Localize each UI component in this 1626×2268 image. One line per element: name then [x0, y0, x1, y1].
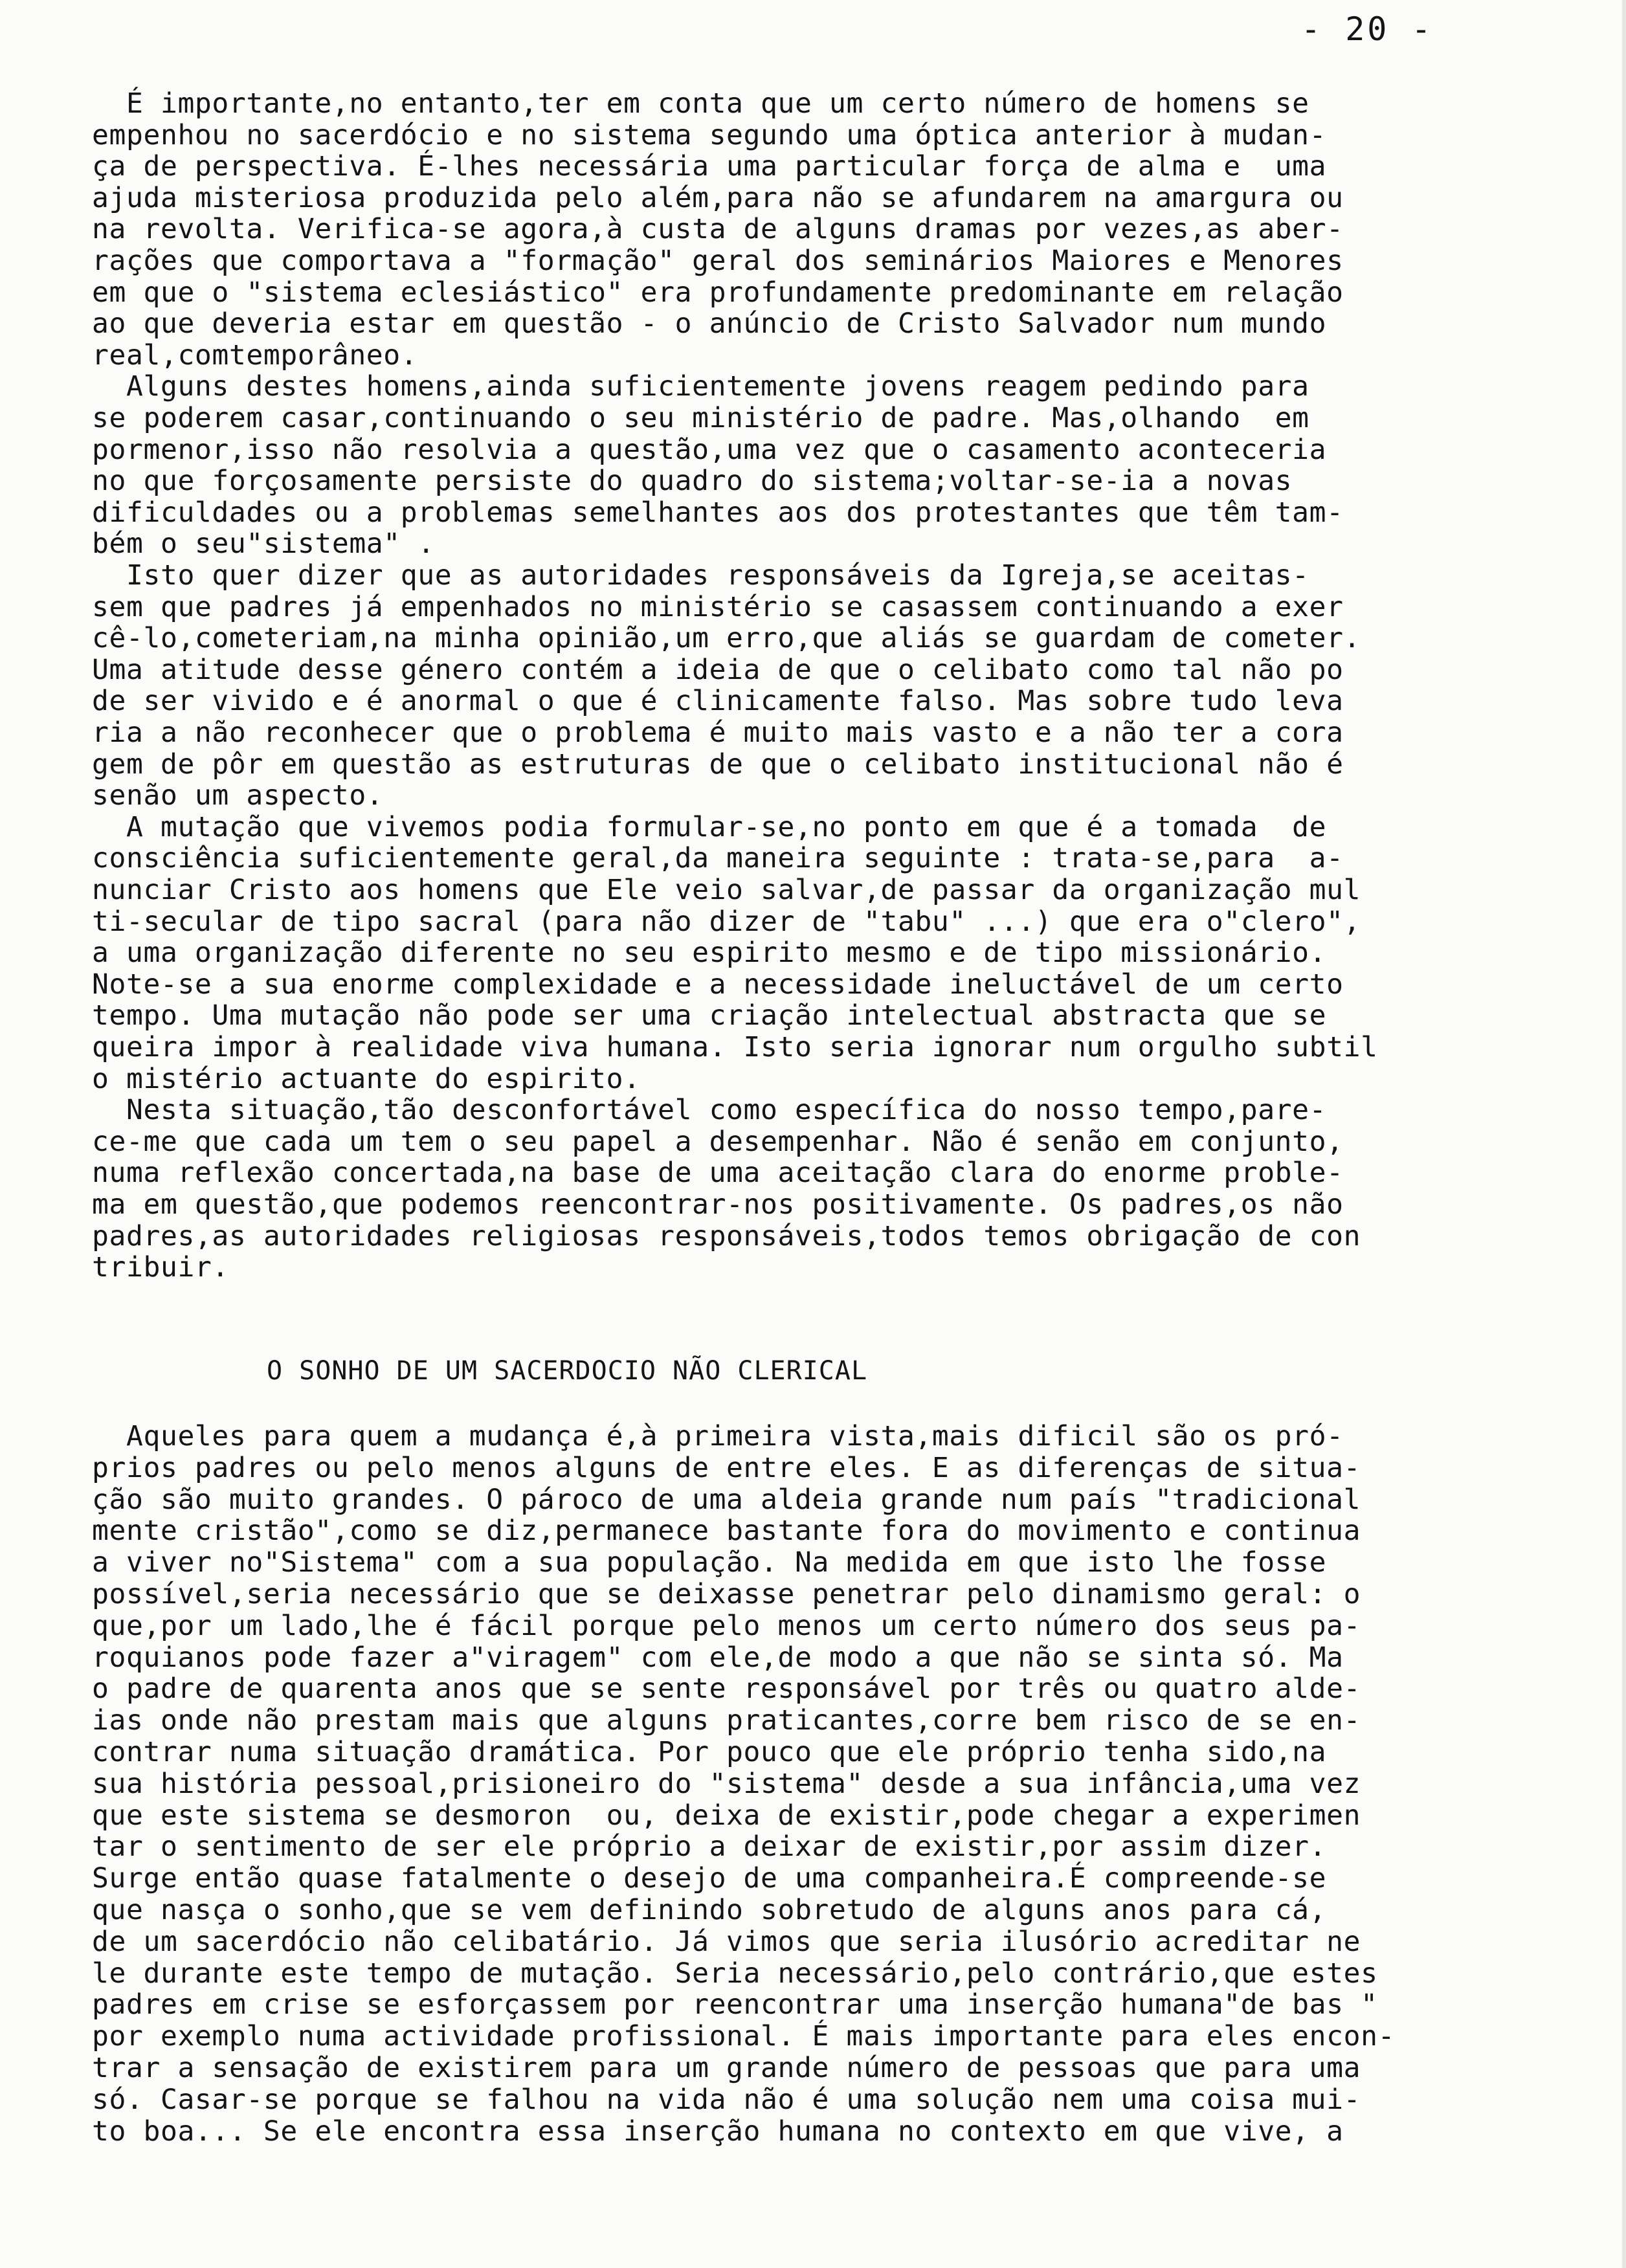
text-line: que,por um lado,lhe é fácil porque pelo menos um certo número dos seus pa- [92, 1609, 1361, 1642]
text-line: to boa... Se ele encontra essa inserção humana no contexto em que vive, a [92, 2115, 1344, 2148]
text-line: padres,as autoridades religiosas responsáveis,todos temos obrigação de con [92, 1219, 1361, 1252]
text-line: queira impor à realidade viva humana. Isto seria ignorar num orgulho subtil [92, 1031, 1378, 1063]
section-title: O SONHO DE UM SACERDOCIO NÃO CLERICAL [267, 1356, 868, 1386]
text-line: prios padres ou pelo menos alguns de entre eles. E as diferenças de situa- [92, 1451, 1361, 1484]
text-line: se poderem casar,continuando o seu ministério de padre. Mas,olhando em [92, 402, 1309, 434]
text-line: mente cristão",como se diz,permanece bastante fora do movimento e continua [92, 1515, 1361, 1548]
text-line: na revolta. Verifica-se agora,à custa de alguns dramas por vezes,as aber- [92, 213, 1344, 246]
text-line: Alguns destes homens,ainda suficientemente jovens reagem pedindo para [92, 370, 1309, 403]
text-line: de ser vivido e é anormal o que é clinicamente falso. Mas sobre tudo leva [92, 685, 1344, 718]
text-line: ria a não reconhecer que o problema é muito mais vasto e a não ter a cora [92, 717, 1344, 749]
text-line: ção são muito grandes. O pároco de uma aldeia grande num país "tradicional [92, 1483, 1361, 1516]
text-line: bém o seu"sistema" . [92, 528, 435, 561]
text-line: Isto quer dizer que as autoridades responsáveis da Igreja,se aceitas- [92, 559, 1309, 592]
text-line: É importante,no entanto,ter em conta que um certo número de homens se [92, 87, 1309, 120]
text-line: Uma atitude desse género contém a ideia de que o celibato como tal não po [92, 653, 1344, 686]
text-line: ao que deveria estar em questão - o anúncio de Cristo Salvador num mundo [92, 307, 1327, 340]
text-line: roquianos pode fazer a"viragem" com ele,de modo a que não se sinta só. Ma [92, 1641, 1344, 1674]
text-line: tempo. Uma mutação não pode ser uma criação intelectual abstracta que se [92, 999, 1327, 1032]
text-line: A mutação que vivemos podia formular-se,no ponto em que é a tomada de [92, 810, 1327, 843]
text-line: padres em crise se esforçassem por reencontrar uma inserção humana"de bas " [92, 1988, 1378, 2021]
text-line: le durante este tempo de mutação. Seria necessário,pelo contrário,que estes [92, 1957, 1378, 1990]
text-line: o mistério actuante do espirito. [92, 1062, 641, 1095]
text-line: gem de pôr em questão as estruturas de que o celibato institucional não é [92, 748, 1344, 781]
text-line: ias onde não prestam mais que alguns praticantes,corre bem risco de se en- [92, 1704, 1361, 1737]
text-line: Note-se a sua enorme complexidade e a necessidade ineluctável de um certo [92, 968, 1344, 1001]
text-line: tar o sentimento de ser ele próprio a deixar de existir,por assim dizer. [92, 1830, 1327, 1863]
text-line: senão um aspecto. [92, 779, 384, 812]
text-line: sem que padres já empenhados no ministério se casassem continuando a exer [92, 590, 1344, 623]
text-line: ti-secular de tipo sacral (para não dizer de "tabu" ...) que era o"clero", [92, 905, 1361, 938]
text-line: de um sacerdócio não celibatário. Já vimos que seria ilusório acreditar ne [92, 1925, 1361, 1958]
text-line: real,comtemporâneo. [92, 339, 418, 372]
text-line: tribuir. [92, 1251, 229, 1284]
text-line: empenhou no sacerdócio e no sistema segundo uma óptica anterior à mudan- [92, 118, 1327, 151]
text-line: sua história pessoal,prisioneiro do "sistema" desde a sua infância,uma vez [92, 1767, 1361, 1800]
text-line: consciência suficientemente geral,da maneira seguinte : trata-se,para a- [92, 842, 1344, 875]
text-line: rações que comportava a "formação" geral dos seminários Maiores e Menores [92, 245, 1344, 277]
text-line: que nasça o sonho,que se vem definindo sobretudo de alguns anos para cá, [92, 1894, 1327, 1926]
text-line: no que forçosamente persiste do quadro do sistema;voltar-se-ia a novas [92, 465, 1293, 498]
text-line: trar a sensação de existirem para um grande número de pessoas que para uma [92, 2052, 1361, 2084]
text-line: nunciar Cristo aos homens que Ele veio salvar,de passar da organização mul [92, 874, 1361, 906]
text-line: Aqueles para quem a mudança é,à primeira vista,mais dificil são os pró- [92, 1420, 1344, 1452]
text-line: só. Casar-se porque se falhou na vida não é uma solução nem uma coisa mui- [92, 2083, 1361, 2116]
text-line: ça de perspectiva. É-lhes necessária uma particular força de alma e uma [92, 150, 1327, 183]
text-line: ma em questão,que podemos reencontrar-nos positivamente. Os padres,os não [92, 1188, 1344, 1221]
text-line: contrar numa situação dramática. Por pouco que ele próprio tenha sido,na [92, 1736, 1327, 1768]
text-line: numa reflexão concertada,na base de uma aceitação clara do enorme proble- [92, 1157, 1344, 1190]
paper-edge [1622, 0, 1626, 2268]
text-line: Nesta situação,tão desconfortável como específica do nosso tempo,pare- [92, 1094, 1327, 1127]
text-line: em que o "sistema eclesiástico" era profundamente predominante em relação [92, 276, 1344, 309]
text-line: a uma organização diferente no seu espirito mesmo e de tipo missionário. [92, 937, 1327, 970]
text-line: que este sistema se desmoron ou, deixa de existir,pode chegar a experimen [92, 1799, 1361, 1832]
text-line: possível,seria necessário que se deixasse penetrar pelo dinamismo geral: o [92, 1578, 1361, 1610]
text-line: a viver no"Sistema" com a sua população. Na medida em que isto lhe fosse [92, 1546, 1327, 1579]
text-line: ajuda misteriosa produzida pelo além,para não se afundarem na amargura ou [92, 181, 1344, 214]
text-line: cê-lo,cometeriam,na minha opinião,um erro,que aliás se guardam de cometer. [92, 622, 1361, 655]
text-line: Surge então quase fatalmente o desejo de uma companheira.É compreende-se [92, 1862, 1327, 1895]
page-number: - 20 - [1301, 10, 1434, 48]
text-line: ce-me que cada um tem o seu papel a desempenhar. Não é senão em conjunto, [92, 1125, 1344, 1158]
text-line: por exemplo numa actividade profissional. É mais importante para eles encon- [92, 2020, 1396, 2053]
text-line: o padre de quarenta anos que se sente responsável por três ou quatro alde- [92, 1673, 1361, 1706]
text-line: pormenor,isso não resolvia a questão,uma vez que o casamento aconteceria [92, 433, 1327, 466]
text-line: dificuldades ou a problemas semelhantes aos dos protestantes que têm tam- [92, 496, 1344, 529]
